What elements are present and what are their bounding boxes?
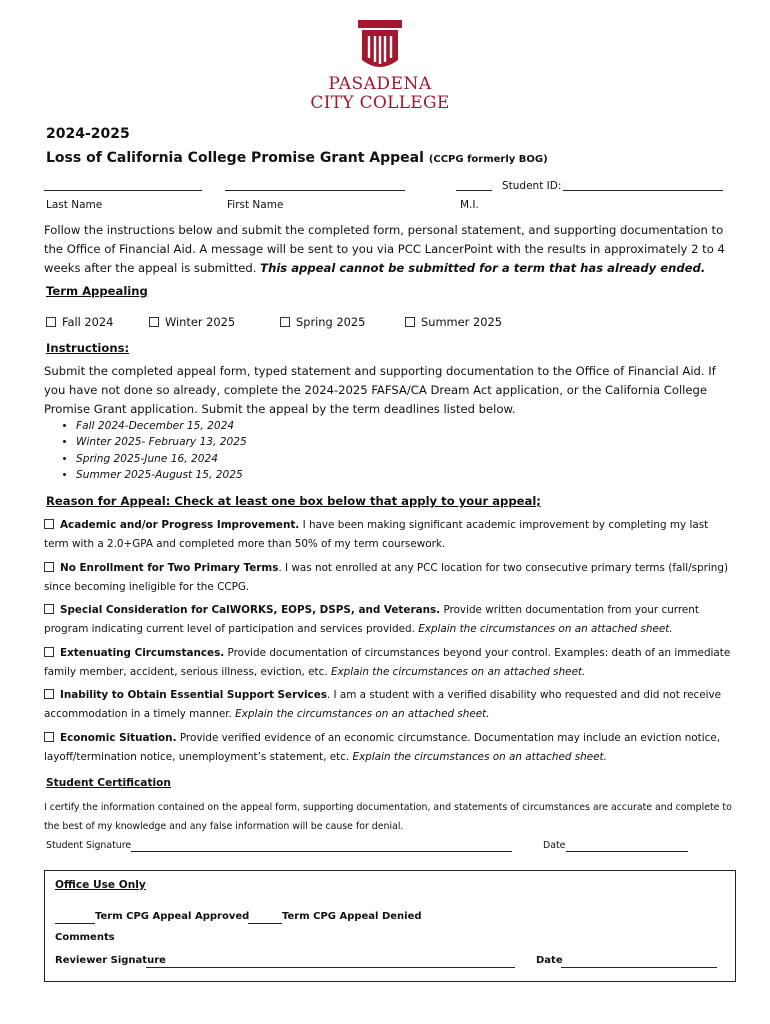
deadline-item: • Summer 2025-August 15, 2025 [76,467,247,483]
student-id-field[interactable] [563,190,723,191]
office-date-label: Date [536,955,563,966]
intro-text: Follow the instructions below and submit the completed form, personal statement, and supporting documentation to the Office of Financial Aid. A message will be sent to you via PCC LancerPoint with the results in approximately 2 to 4 weeks after the appeal is submitted. [44,223,725,275]
reason-note: Explain the circumstances on an attached sheet. [235,708,490,720]
student-signature-field[interactable] [131,851,512,852]
signature-date-field[interactable] [566,851,688,852]
checkbox-icon [44,689,54,699]
instructions-heading: Instructions: [46,341,130,355]
reason-note: Explain the circumstances on an attached sheet. [330,666,586,678]
term-option-winter[interactable] [149,315,235,329]
approved-label: Term CPG Appeal Approved [95,911,250,922]
term-heading: Term Appealing [46,284,148,298]
reason-economic[interactable] [44,729,734,767]
reason-text: Provide documentation of circumstances beyond your control. Examples: death of an immediate family member, accident, serious illness, eviction, etc. [44,647,731,678]
form-title-text: Loss of California College Promise Grant Appeal [46,150,424,166]
reviewer-signature-field[interactable] [146,967,515,968]
term-option-label: Fall 2024 [62,315,114,329]
checkbox-icon [280,317,290,327]
intro-paragraph [44,221,734,278]
form-year: 2024-2025 [46,126,130,142]
reason-special-consideration[interactable] [44,601,734,639]
svg-text:CITY COLLEGE: CITY COLLEGE [310,93,450,112]
reason-text: Provide written documentation from your current program indicating current level of participation and services provided. [44,604,699,635]
last-name-field[interactable] [44,190,202,191]
certification-text: I certify the information contained on the appeal form, supporting documentation, and statements of circumstances are accurate and complete to the best of my knowledge and any false information will be cause for denial. [44,802,732,832]
first-name-label: First Name [227,199,284,211]
student-signature-label: Student Signature [46,840,132,851]
office-date-field[interactable] [561,967,717,968]
reason-title: Inability to Obtain Essential Support Services [60,689,327,701]
checkbox-icon [44,604,54,614]
reason-text: . I was not enrolled at any PCC location for two consecutive primary terms (fall/spring) since becoming ineligible for the CCPG. [44,562,729,593]
reason-title: Economic Situation. [60,732,177,744]
first-name-field[interactable] [225,190,405,191]
checkbox-icon [405,317,415,327]
deadline-list [46,418,247,484]
instructions-text: Submit the completed appeal form, typed statement and supporting documentation to the Office of Financial Aid. If you have not done so already, complete the 2024-2025 FAFSA/CA Dream Act application, or the California College Promise Grant application. Submit the appeal by the term deadlines listed below. [44,364,716,416]
checkbox-icon [149,317,159,327]
deadline-item: • Winter 2025- February 13, 2025 [76,434,247,450]
reason-support-services[interactable] [44,686,734,724]
reason-title: No Enrollment for Two Primary Terms [60,562,279,574]
term-option-label: Spring 2025 [296,315,366,329]
term-option-label: Winter 2025 [165,315,236,329]
checkbox-icon [44,519,54,529]
office-use-box [44,870,736,982]
reason-title: Extenuating Circumstances. [60,647,225,659]
term-option-summer[interactable] [405,315,502,329]
mi-label: M.I. [460,199,479,211]
approved-field[interactable] [55,923,95,924]
form-title-note: (CCPG formerly BOG) [428,154,548,165]
intro-emphasis: This appeal cannot be submitted for a term that has already ended. [260,261,706,275]
reason-note: Explain the circumstances on an attached sheet. [352,751,607,763]
reason-note: Explain the circumstances on an attached sheet. [418,623,673,635]
deadline-item: • Fall 2024-December 15, 2024 [76,418,247,434]
office-heading: Office Use Only [55,879,146,891]
deadline-item: • Spring 2025-June 16, 2024 [76,451,247,467]
checkbox-icon [44,732,54,742]
reason-academic[interactable] [44,516,734,554]
reason-title: Special Consideration for CalWORKS, EOPS, DSPS, and Veterans. [60,604,441,616]
reason-heading: Reason for Appeal: Check at least one box below that apply to your appeal; [46,494,541,508]
svg-text:PASADENA: PASADENA [328,74,432,94]
signature-date-label: Date [543,840,566,851]
reason-title: Academic and/or Progress Improvement. [60,519,300,531]
certification-heading: Student Certification [46,777,171,789]
term-option-fall[interactable] [46,315,113,329]
last-name-label: Last Name [46,199,103,211]
term-option-spring[interactable] [280,315,365,329]
comments-label: Comments [55,932,115,943]
checkbox-icon [44,647,54,657]
reason-text: . I am a student with a verified disability who requested and did not receive accommodation in a timely manner. [44,689,722,720]
denied-field[interactable] [248,923,282,924]
reviewer-label: Reviewer Signature [55,955,166,966]
checkbox-icon [44,562,54,572]
form-title [46,150,548,166]
term-option-label: Summer 2025 [421,315,502,329]
checkbox-icon [46,317,56,327]
mi-field[interactable] [456,190,492,191]
reason-extenuating[interactable] [44,644,734,682]
pcc-logo [300,16,460,112]
reason-no-enrollment[interactable] [44,559,734,597]
reason-text: I have been making significant academic improvement by completing my last term with a 2.0+GPA and completed more than 50% of my term coursework. [44,519,709,550]
reason-text: Provide verified evidence of an economic circumstance. Documentation may include an eviction notice, layoff/termination notice, unemployment’s statement, etc. [44,732,721,763]
student-id-label: Student ID: [502,180,562,192]
denied-label: Term CPG Appeal Denied [282,911,422,922]
